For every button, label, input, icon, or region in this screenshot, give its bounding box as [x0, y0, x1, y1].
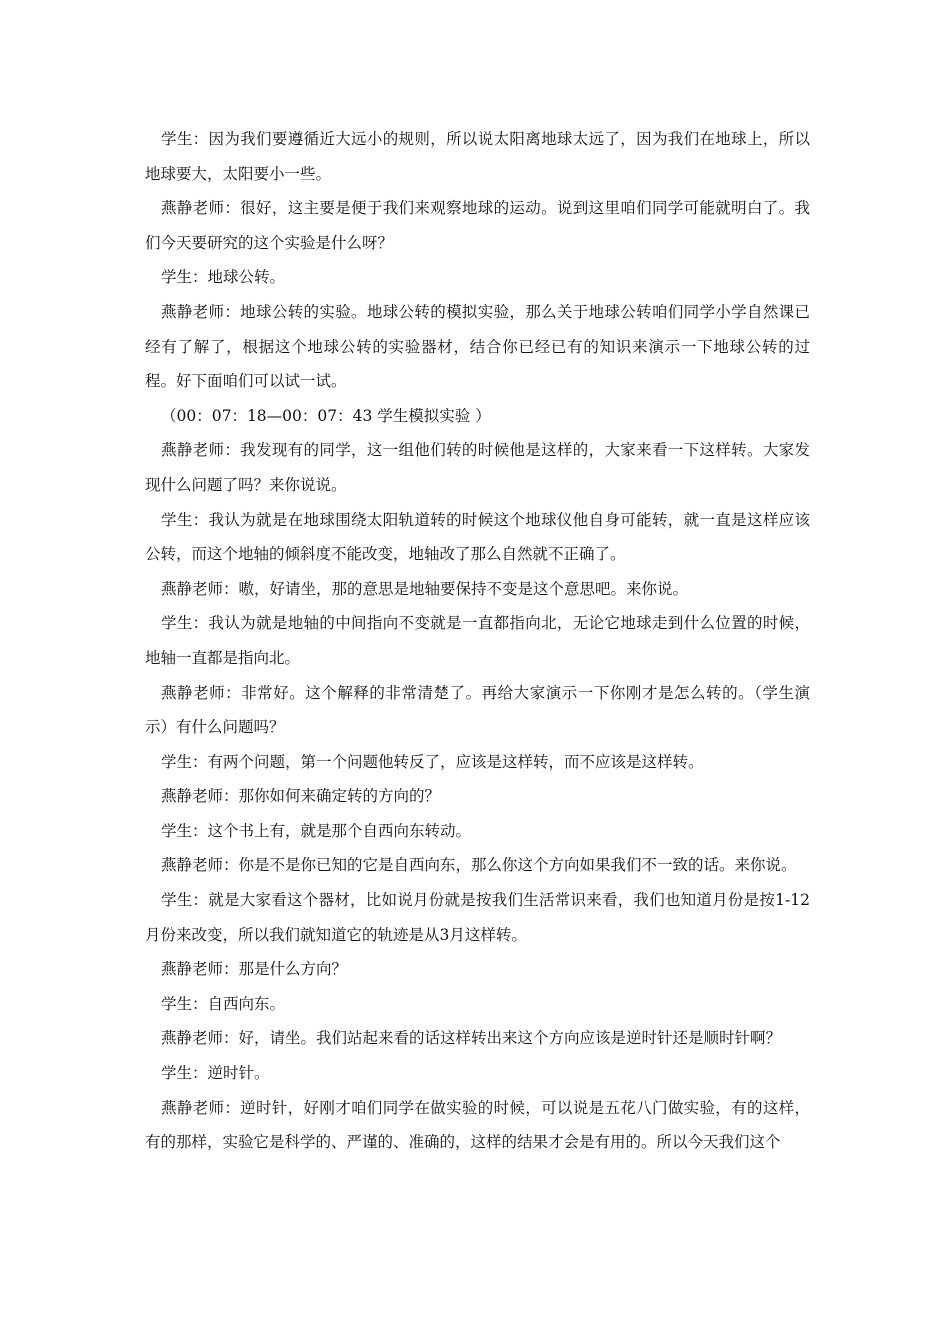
transcript-body — [145, 122, 810, 1160]
paragraph-student-8: 学生：自西向东。 — [161, 994, 286, 1013]
paragraph-student-4: 学生：我认为就是地轴的中间指向不变就是一直都指向北，无论它地球走到什么位置的时候，地轴一直都是指向北。 — [145, 614, 810, 667]
paragraph-student-2: 学生：地球公转。 — [161, 268, 286, 287]
paragraph-student-7: 学生：就是大家看这个器材，比如说月份就是按我们生活常识来看，我们也知道月份是按1-12月份来改变，所以我们就知道它的轨迹是从3月这样转。 — [145, 891, 810, 944]
paragraph-teacher-3: 燕静老师：我发现有的同学，这一组他们转的时候他是这样的，大家来看一下这样转。大家发现什么问题了吗？来你说说。 — [145, 441, 810, 494]
paragraph-teacher-9: 燕静老师：好，请坐。我们站起来看的话这样转出来这个方向应该是逆时针还是顺时针啊？ — [161, 1029, 782, 1048]
paragraph-student-1: 学生：因为我们要遵循近大远小的规则，所以说太阳离地球太远了，因为我们在地球上，所以地球要大，太阳要小一些。 — [145, 130, 810, 183]
paragraph-student-9: 学生：逆时针。 — [161, 1064, 270, 1083]
paragraph-teacher-7: 燕静老师：你是不是你已知的它是自西向东，那么你这个方向如果我们不一致的话。来你说。 — [161, 856, 797, 875]
paragraph-teacher-10: 燕静老师：逆时针，好刚才咱们同学在做实验的时候，可以说是五花八门做实验，有的这样，有的那样，实验它是科学的、严谨的、准确的，这样的结果才会是有用的。所以今天我们这个 — [145, 1098, 810, 1152]
paragraph-student-5: 学生：有两个问题，第一个问题他转反了，应该是这样转，而不应该是这样转。 — [161, 752, 704, 771]
paragraph-teacher-6: 燕静老师：那你如何来确定转的方向的？ — [161, 787, 441, 806]
paragraph-teacher-5: 燕静老师：非常好。这个解释的非常清楚了。再给大家演示一下你刚才是怎么转的。（学生演示）有什么问题吗？ — [145, 683, 810, 737]
paragraph-teacher-2: 燕静老师：地球公转的实验。地球公转的模拟实验，那么关于地球公转咱们同学小学自然课已经有了解了，根据这个地球公转的实验器材，结合你已经已有的知识来演示一下地球公转的过程。好下面咱们可以试一试。 — [145, 302, 810, 391]
paragraph-timestamp-note: （00：07：18—00：07：43 学生模拟实验 ） — [161, 406, 491, 425]
paragraph-teacher-1: 燕静老师：很好，这主要是便于我们来观察地球的运动。说到这里咱们同学可能就明白了。我们今天要研究的这个实验是什么呀？ — [145, 199, 810, 252]
paragraph-student-6: 学生：这个书上有，就是那个自西向东转动。 — [161, 821, 472, 840]
paragraph-teacher-4: 燕静老师：嗷，好请坐，那的意思是地轴要保持不变是这个意思吧。来你说。 — [161, 579, 689, 598]
paragraph-student-3: 学生：我认为就是在地球围绕太阳轨道转的时候这个地球仪他自身可能转，就一直是这样应该公转，而这个地轴的倾斜度不能改变，地轴改了那么自然就不正确了。 — [145, 510, 810, 564]
paragraph-teacher-8: 燕静老师：那是什么方向？ — [161, 960, 348, 979]
